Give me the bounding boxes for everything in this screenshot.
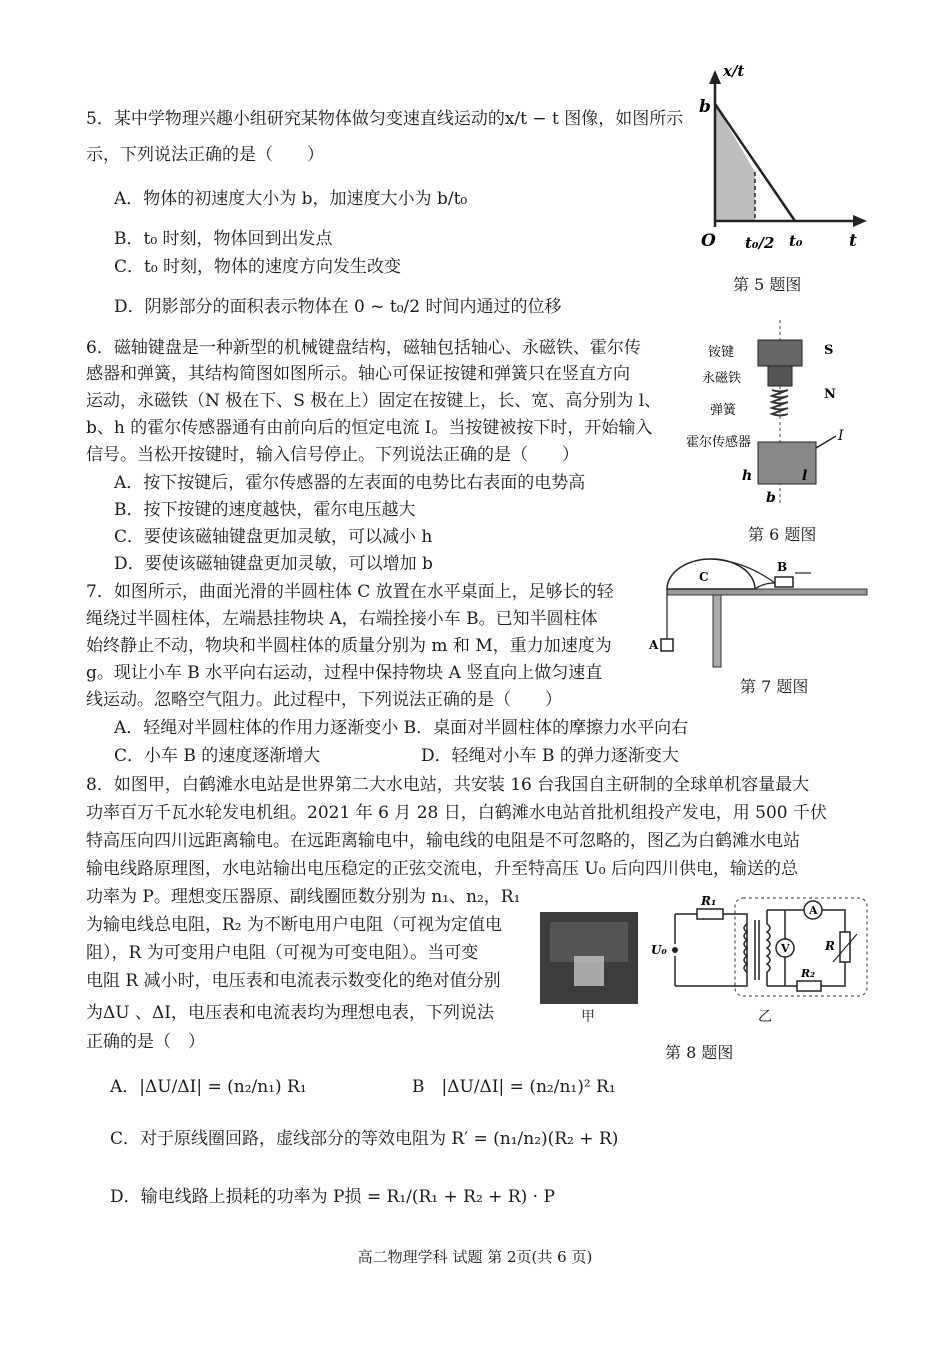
q8-line9: 为ΔU 、ΔI，电压表和电流表均为理想电表，下列说法: [86, 1003, 494, 1023]
q6-option-c: C．要使该磁轴键盘更加灵敏，可以减小 h: [114, 527, 433, 547]
q8-label-voltmeter: V: [781, 942, 790, 955]
q8-line4: 输电线路原理图，水电站输出电压稳定的正弦交流电，升至特高压 U₀ 后向四川供电，输送的总: [86, 859, 798, 879]
q8-label-r: R: [825, 939, 835, 953]
q8-line7: 阻），R 为可变用户电阻（可视为可变电阻）。当可变: [86, 943, 479, 963]
q8-photo-jia: [540, 912, 638, 1004]
q8-photo-water: [574, 956, 604, 986]
q7-label-a: A: [649, 638, 659, 652]
q8-label-r2: R₂: [801, 967, 815, 980]
q8-label-u0: U₀: [651, 943, 667, 957]
q8-line8: 电阻 R 减小时，电压表和电流表示数变化的绝对值分别: [86, 971, 501, 991]
q5-stem-line2: 示，下列说法正确的是（ ）: [86, 145, 324, 165]
q5-figure: [695, 62, 875, 272]
q6-label-n: N: [824, 387, 836, 402]
q8-line10: 正确的是（ ）: [86, 1032, 205, 1052]
q7-line3: 始终静止不动，物块和半圆柱体的质量分别为 m 和 M，重力加速度为: [86, 636, 612, 656]
q7-label-c: C: [699, 570, 709, 584]
q5-t-label: t: [849, 231, 857, 251]
q6-line4: b、h 的霍尔传感器通有由前向后的恒定电流 I。当按键被按下时，开始输入: [86, 418, 653, 438]
q8-primary-loop: [675, 914, 747, 986]
q8-option-c: C．对于原线圈回路，虚线部分的等效电阻为 R′ = (n₁/n₂)(R₂ + R): [110, 1129, 619, 1149]
q7-figure: [645, 555, 870, 670]
q6-label-spring: 弹簧: [710, 403, 737, 418]
q5-stem-line1: 5．某中学物理兴趣小组研究某物体做匀变速直线运动的x/t − t 图像，如图所示: [86, 109, 684, 129]
q8-terminal: [672, 947, 678, 953]
q8-line6: 为输电线总电阻，R₂ 为不断电用户电阻（可视为定值电: [86, 915, 503, 935]
q7-table-leg: [713, 595, 721, 667]
q5-b-label: b: [699, 97, 711, 117]
q6-label-magnet: 永磁铁: [702, 371, 742, 386]
q8-line1: 8．如图甲，白鹤滩水电站是世界第二大水电站，共安装 16 台我国自主研制的全球单机容量最大: [86, 775, 810, 795]
q6-magnet: [768, 366, 792, 386]
q5-caption: 第 5 题图: [733, 275, 802, 294]
q8-line5: 功率为 P。理想变压器原、副线圈匝数分别为 n₁、n₂，R₁: [86, 887, 521, 907]
q7-label-b: B: [777, 560, 788, 574]
q5-y-arrow: [709, 70, 721, 84]
q5-half-label: t₀/2: [745, 234, 775, 252]
q7-option-d: D．轻绳对小车 B 的弹力逐渐变大: [421, 746, 679, 766]
q5-origin-label: O: [701, 231, 716, 251]
q6-line2: 感器和弹簧，其结构简图如图所示。轴心可保证按键和弹簧只在竖直方向: [86, 364, 630, 384]
q8-resistor-r1: [697, 909, 723, 919]
q7-line5: 线运动。忽略空气阻力。此过程中，下列说法正确的是（ ）: [86, 690, 562, 710]
q6-caption: 第 6 题图: [748, 525, 817, 544]
q6-spring: [772, 390, 788, 416]
q7-half-cylinder: [667, 559, 755, 589]
q8-line2: 功率百万千瓦水轮发电机组。2021 年 6 月 28 日，白鹤滩水电站首批机组投产发电，用 500 千伏: [86, 803, 827, 823]
q6-key-block: [758, 340, 802, 366]
q6-label-s: S: [824, 343, 834, 358]
q8-label-ammeter: A: [809, 904, 818, 917]
q6-option-a: A．按下按键后，霍尔传感器的左表面的电势比右表面的电势高: [114, 473, 586, 493]
q7-option-ab: A．轻绳对半圆柱体的作用力逐渐变小 B．桌面对半圆柱体的摩擦力水平向右: [114, 718, 689, 738]
q5-option-a: A．物体的初速度大小为 b，加速度大小为 b/t₀: [114, 189, 468, 209]
q7-table-top: [667, 589, 867, 595]
q8-label-yi: 乙: [758, 1009, 772, 1025]
q8-label-jia: 甲: [581, 1009, 595, 1025]
q5-option-c: C．t₀ 时刻，物体的速度方向发生改变: [114, 257, 402, 277]
q6-line5: 信号。当松开按键时，输入信号停止。下列说法正确的是（ ）: [86, 445, 579, 465]
q8-resistor-r: [840, 932, 850, 962]
q6-option-b: B．按下按键的速度越快，霍尔电压越大: [114, 500, 416, 520]
q6-line3: 运动，永磁铁（N 极在下、S 极在上）固定在按键上，长、宽、高分别为 l、: [86, 391, 662, 411]
q5-option-d: D．阴影部分的面积表示物体在 0 ~ t₀/2 时间内通过的位移: [114, 297, 562, 317]
q8-option-a: A．|ΔU/ΔI| = (n₂/n₁) R₁: [110, 1077, 307, 1097]
q6-current-arrow: [816, 436, 836, 448]
q7-option-c: C．小车 B 的速度逐渐增大: [114, 746, 321, 766]
q5-x-arrow: [853, 215, 867, 227]
q6-figure: [680, 320, 860, 520]
q6-label-b: b: [766, 490, 776, 506]
q6-label-i: I: [838, 428, 844, 444]
q8-option-b: B |ΔU/ΔI| = (n₂/n₁)² R₁: [412, 1077, 616, 1097]
q6-line1: 6．磁轴键盘是一种新型的机械键盘结构，磁轴包括轴心、永磁铁、霍尔传: [86, 338, 641, 358]
q7-line1: 7．如图所示，曲面光滑的半圆柱体 C 放置在水平桌面上，足够长的轻: [86, 582, 614, 602]
q7-caption: 第 7 题图: [740, 677, 809, 696]
q8-secondary-coil: [767, 924, 770, 972]
q6-label-l: l: [802, 468, 808, 484]
q6-label-h: h: [742, 468, 753, 484]
page-footer: 高二物理学科 试题 第 2页(共 6 页): [357, 1248, 593, 1266]
q5-y-label: x/t: [723, 62, 745, 80]
q8-line3: 特高压向四川远距离输电。在远距离输电中，输电线的电阻是不可忽略的，图乙为白鹤滩水电站: [86, 831, 800, 851]
q8-option-d: D．输电线路上损耗的功率为 P损 = R₁/(R₁ + R₂ + R) · P: [110, 1187, 555, 1207]
q8-primary-coil: [744, 924, 747, 972]
q8-caption: 第 8 题图: [665, 1043, 734, 1062]
q7-car-b: [775, 577, 793, 587]
q6-label-key: 铵键: [708, 345, 735, 360]
q6-label-hall: 霍尔传感器: [686, 435, 752, 450]
q8-resistor-r2: [797, 981, 821, 991]
q7-line2: 绳绕过半圆柱体，左端悬挂物块 A，右端拴接小车 B。已知半圆柱体: [86, 609, 598, 629]
q5-option-b: B．t₀ 时刻，物体回到出发点: [114, 229, 333, 249]
q8-label-r1: R₁: [701, 894, 717, 908]
q6-option-d: D．要使该磁轴键盘更加灵敏，可以增加 b: [114, 554, 433, 574]
q7-line4: g。现让小车 B 水平向右运动，过程中保持物块 A 竖直向上做匀速直: [86, 663, 603, 683]
q5-shaded-area: [715, 104, 755, 221]
q8-circuit-yi: [645, 890, 875, 1005]
q7-block-a: [661, 639, 673, 651]
q5-t0-label: t₀: [789, 232, 803, 250]
